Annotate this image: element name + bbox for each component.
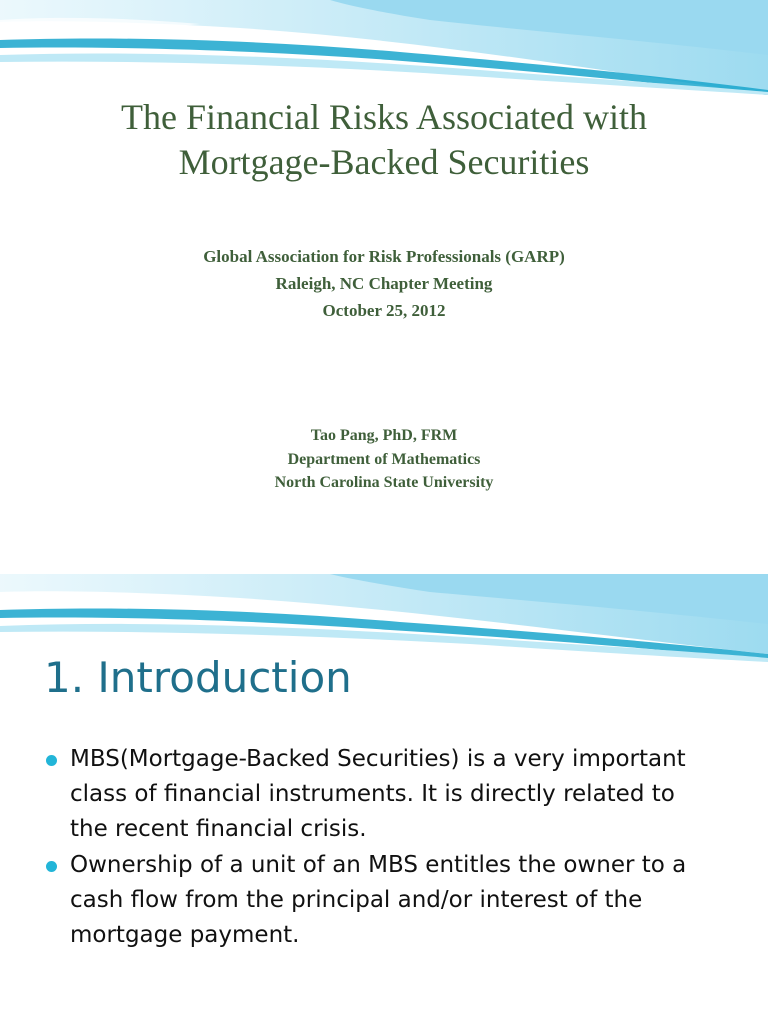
bullet-dot-icon bbox=[46, 755, 57, 766]
event-meeting: Raleigh, NC Chapter Meeting bbox=[275, 274, 493, 293]
bullet-2-line-2: cash flow from the principal and/or interest of the bbox=[70, 887, 643, 913]
bullet-dot-icon bbox=[46, 861, 57, 872]
bullet-item-2 bbox=[44, 848, 734, 953]
slide-separator bbox=[0, 565, 768, 574]
bullet-2-line-3: mortgage payment. bbox=[70, 922, 300, 948]
bullet-1-line-3: the recent financial crisis. bbox=[70, 816, 367, 842]
author-department: Department of Mathematics bbox=[287, 450, 481, 468]
slide1-author-info bbox=[0, 424, 768, 495]
slide2-title: 1. Introduction bbox=[44, 653, 352, 702]
slide1-title-line-1: The Financial Risks Associated with bbox=[121, 97, 647, 137]
introduction-slide bbox=[0, 574, 768, 1024]
author-name: Tao Pang, PhD, FRM bbox=[310, 427, 458, 444]
slide1-title bbox=[0, 95, 768, 185]
slide1-event-info bbox=[0, 243, 768, 324]
bullet-list bbox=[44, 742, 734, 954]
bullet-item-1 bbox=[44, 742, 734, 847]
bullet-1-line-1: MBS(Mortgage-Backed Securities) is a very important bbox=[70, 746, 686, 772]
event-organization: Global Association for Risk Professionals (GARP) bbox=[203, 247, 565, 266]
author-university: North Carolina State University bbox=[274, 474, 494, 491]
event-date: October 25, 2012 bbox=[322, 301, 446, 320]
bullet-2-line-1: Ownership of a unit of an MBS entitles the owner to a bbox=[70, 852, 687, 878]
slide1-wave-decoration bbox=[0, 0, 768, 95]
bullet-1-line-2: class of financial instruments. It is directly related to bbox=[70, 781, 675, 807]
slide1-title-line-2: Mortgage-Backed Securities bbox=[178, 142, 590, 182]
